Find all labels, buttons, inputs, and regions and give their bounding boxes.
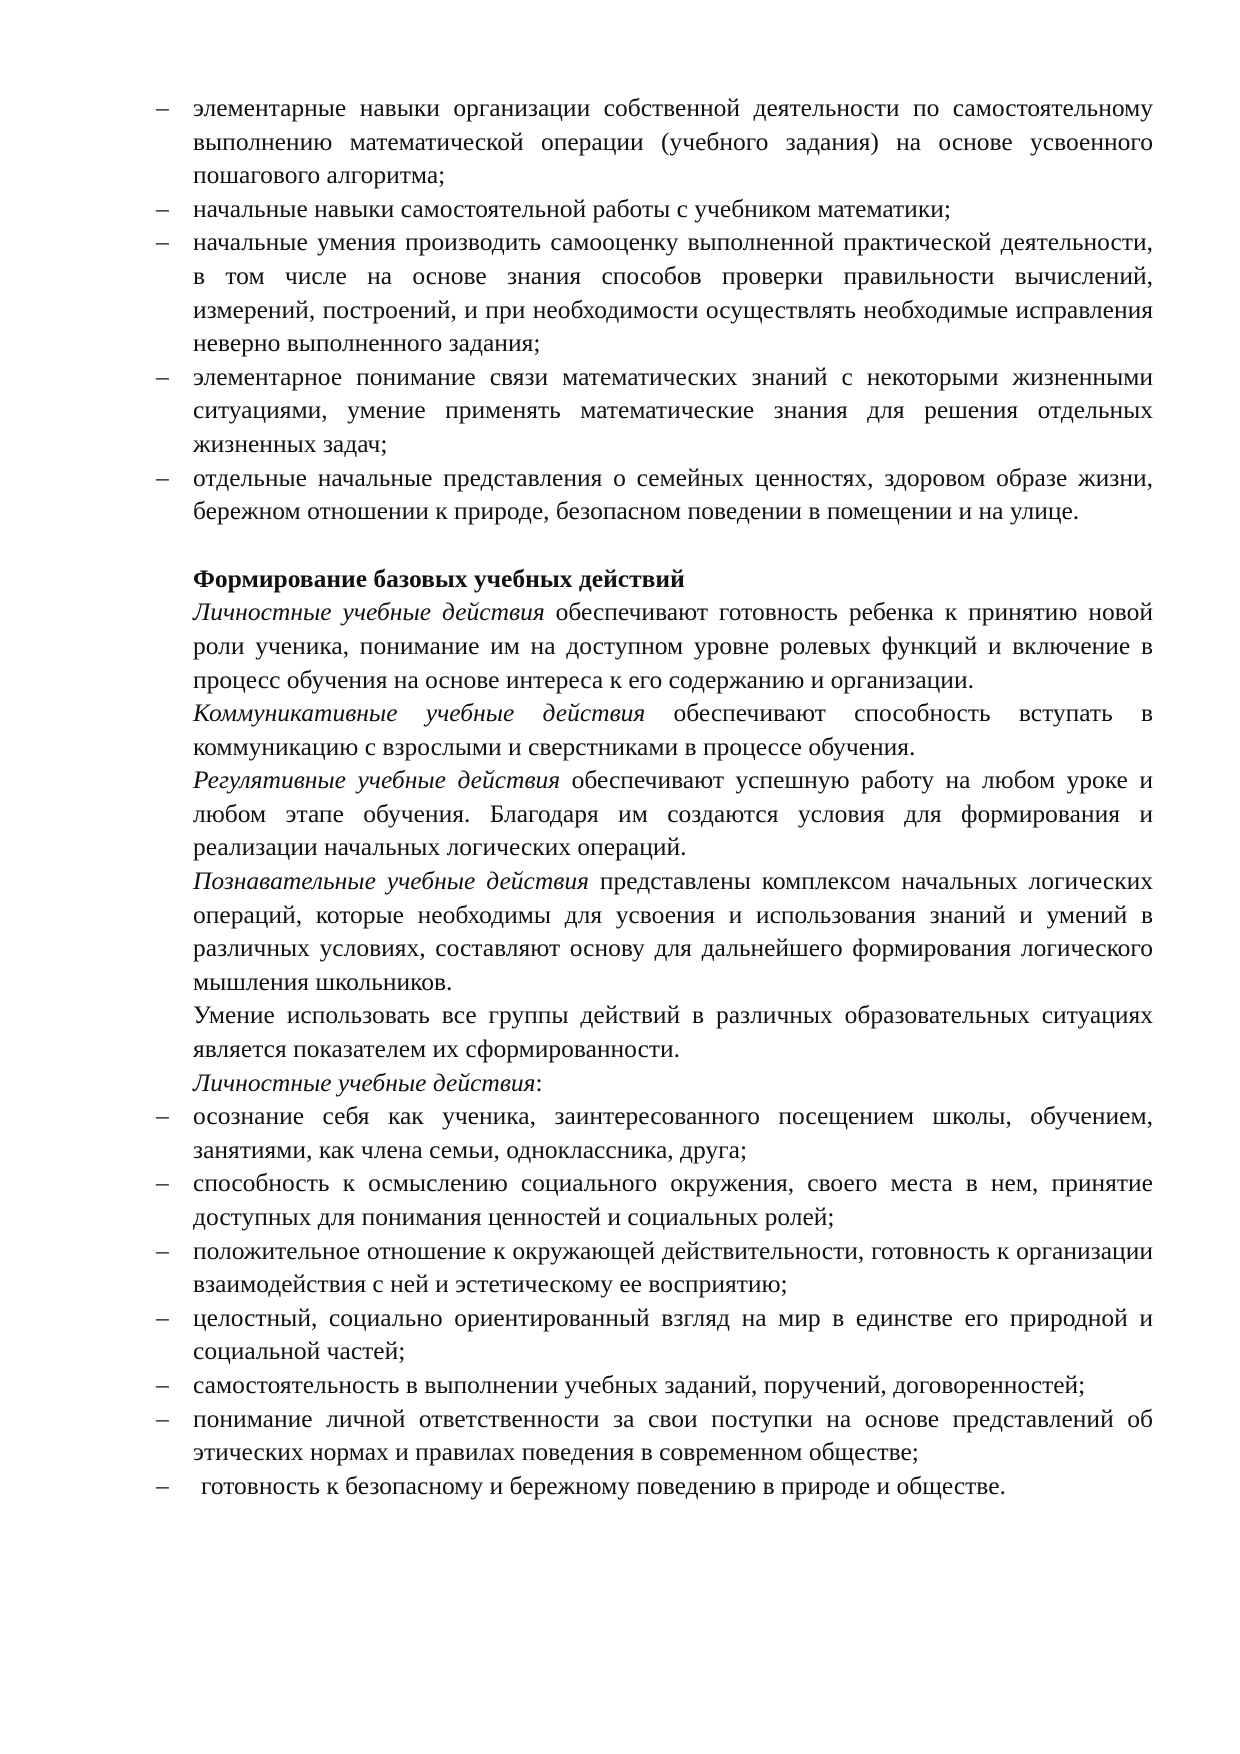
- list-item: [156, 1368, 1153, 1402]
- list-item: [156, 1166, 1153, 1233]
- list-item: [156, 461, 1153, 528]
- paragraph-term: Познавательные учебные действия: [193, 866, 589, 896]
- list-item: [156, 1402, 1153, 1469]
- list-item-text: начальные умения производить самооценку выполненной практической деятельности, в том числе на основе знания способов проверки правильности вычислений, измерений, построений, и при необходимости осуществлять необходимые исправления неверно выполненного задания;: [193, 227, 1153, 358]
- list-item-text: готовность к безопасному и бережному поведению в природе и обществе.: [201, 1470, 1006, 1500]
- list-item: [156, 360, 1153, 461]
- list-item-text: элементарное понимание связи математических знаний с некоторыми жизненными ситуациями, умение применять математические знания для решения отдельных жизненных задач;: [193, 361, 1153, 458]
- page-content: [156, 91, 1153, 1502]
- paragraph-summary: Умение использовать все группы действий в различных образовательных ситуациях является показателем их сформированности.: [193, 1000, 1153, 1064]
- paragraph-communicative-actions: [193, 696, 1153, 763]
- dash-bullet-icon: –: [156, 1403, 169, 1433]
- list-item-text: начальные навыки самостоятельной работы с учебником математики;: [193, 193, 951, 223]
- blank-line: [193, 528, 1153, 562]
- paragraph-regulatory-actions: [193, 763, 1153, 864]
- paragraph-cognitive-actions: [193, 864, 1153, 998]
- dash-bullet-icon: –: [156, 361, 169, 391]
- dash-bullet-icon: –: [156, 1369, 169, 1399]
- list-item-text: положительное отношение к окружающей действительности, готовность к организации взаимодействия с ней и эстетическому ее восприятию;: [193, 1235, 1153, 1299]
- paragraph-term: Коммуникативные учебные действия: [193, 698, 646, 728]
- dash-bullet-icon: –: [156, 1470, 169, 1500]
- list-item: [156, 1234, 1153, 1301]
- dash-bullet-icon: –: [156, 227, 169, 257]
- paragraph-term: Личностные учебные действия: [193, 597, 545, 627]
- paragraph-text: обеспечивают способность вступать в коммуникацию с взрослыми и сверстниками в процессе обучения.: [193, 698, 1153, 761]
- list-item: [156, 1301, 1153, 1368]
- dash-bullet-icon: –: [156, 1168, 169, 1198]
- list-item: [156, 192, 1153, 226]
- sub-heading-colon: :: [535, 1067, 543, 1097]
- list-item-text: способность к осмыслению социального окружения, своего места в нем, принятие доступных для понимания ценностей и социальных ролей;: [193, 1168, 1153, 1231]
- list-item-text: элементарные навыки организации собственной деятельности по самостоятельному выполнению математической операции (учебного задания) на основе усвоенного пошагового алгоритма;: [193, 93, 1153, 190]
- paragraph-text: обеспечивают успешную работу на любом уроке и любом этапе обучения. Благодаря им создаются условия для формирования и реализации начальных логических операций.: [193, 765, 1153, 862]
- paragraph-term: Регулятивные учебные действия: [193, 765, 561, 795]
- sub-heading-term: Личностные учебные действия: [193, 1067, 536, 1097]
- list-item-text: целостный, социально ориентированный взгляд на мир в единстве его природной и социальной частей;: [193, 1302, 1153, 1366]
- list-item-text: отдельные начальные представления о семейных ценностях, здоровом образе жизни, бережном отношении к природе, безопасном поведении в помещении и на улице.: [193, 462, 1153, 526]
- dash-bullet-icon: –: [156, 462, 169, 492]
- dash-bullet-icon: –: [156, 93, 169, 122]
- dash-bullet-icon: –: [156, 1302, 169, 1332]
- sub-heading: [193, 1066, 1153, 1100]
- list-item: [156, 1469, 1153, 1503]
- list-item: [156, 225, 1153, 359]
- dash-bullet-icon: –: [156, 193, 169, 223]
- section-heading: Формирование базовых учебных действий: [193, 563, 685, 593]
- bottom-bullet-list: [156, 1099, 1153, 1502]
- dash-bullet-icon: –: [156, 1235, 169, 1265]
- paragraph-personal-actions: [193, 595, 1153, 696]
- list-item-text: понимание личной ответственности за свои поступки на основе представлений об этических нормах и правилах поведения в современном обществе;: [193, 1403, 1153, 1467]
- paragraph-text: представлены комплексом начальных логических операций, которые необходимы для усвоения и использования знаний и умений в различных условиях, составляют основу для дальнейшего формирования логического мышления школьников.: [193, 866, 1153, 996]
- top-bullet-list: [156, 91, 1153, 528]
- list-item-text: самостоятельность в выполнении учебных заданий, поручений, договоренностей;: [193, 1369, 1086, 1399]
- list-item: [156, 1099, 1153, 1166]
- dash-bullet-icon: –: [156, 1101, 169, 1131]
- paragraph-text: обеспечивают готовность ребенка к принятию новой роли ученика, понимание им на доступном уровне ролевых функций и включение в процесс обучения на основе интереса к его содержанию и организации.: [193, 597, 1153, 694]
- list-item-text: осознание себя как ученика, заинтересованного посещением школы, обучением, занятиями, как члена семьи, одноклассника, друга;: [193, 1101, 1153, 1164]
- list-item: [156, 91, 1153, 192]
